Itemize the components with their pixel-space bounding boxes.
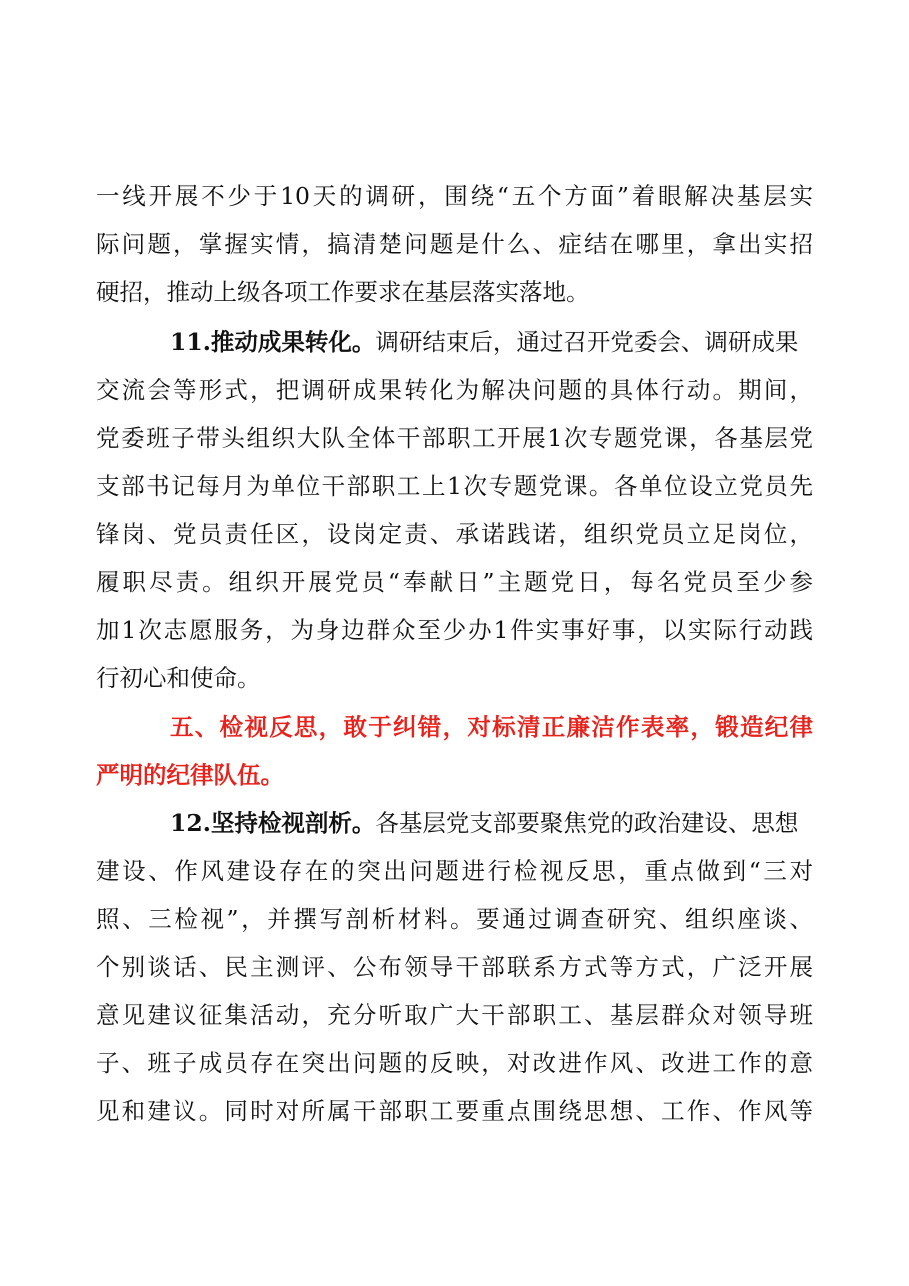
section-11-first-line: 11.推动成果转化。调研结束后，通过召开党委会、调研成果 xyxy=(0,322,909,362)
section-12-first-line: 12.坚持检视剖析。各基层党支部要聚焦党的政治建设、思想 xyxy=(0,803,909,843)
text-line: 一线开展不少于10天的调研，围绕“五个方面”着眼解决基层实 xyxy=(96,182,813,210)
text-line: 交流会等形式，把调研成果转化为解决问题的具体行动。期间， xyxy=(96,376,813,404)
heading-12: 12.坚持检视剖析。 xyxy=(170,809,376,837)
text-line: 加1次志愿服务，为身边群众至少办1件实事好事，以实际行动践 xyxy=(96,616,813,644)
text-line: 见和建议。同时对所属干部职工要重点围绕思想、工作、作风等 xyxy=(96,1097,813,1125)
text-line: 履职尽责。组织开展党员“奉献日”主题党日，每名党员至少参 xyxy=(96,568,813,596)
text-line: 照、三检视”，并撰写剖析材料。要通过调查研究、组织座谈、 xyxy=(96,905,813,933)
text-line: 建设、作风建设存在的突出问题进行检视反思，重点做到“三对 xyxy=(96,857,813,885)
text-line: 硬招，推动上级各项工作要求在基层落实落地。 xyxy=(96,278,590,306)
section-heading-5-cont: 严明的纪律队伍。 xyxy=(96,761,284,789)
text-line: 意见建议征集活动，充分听取广大干部职工、基层群众对领导班 xyxy=(96,1001,813,1029)
section-heading-5: 五、检视反思，敢于纠错，对标清正廉洁作表率，锻造纪律 xyxy=(170,713,813,741)
heading-11: 11.推动成果转化。 xyxy=(170,328,376,356)
text-line: 个别谈话、民主测评、公布领导干部联系方式等方式，广泛开展 xyxy=(96,953,813,981)
text-line: 党委班子带头组织大队全体干部职工开展1次专题党课，各基层党 xyxy=(96,424,813,452)
text-line: 行初心和使命。 xyxy=(96,664,261,692)
text-line: 支部书记每月为单位干部职工上1次专题党课。各单位设立党员先 xyxy=(96,472,813,500)
text-line: 锋岗、党员责任区，设岗定责、承诺践诺，组织党员立足岗位， xyxy=(96,520,813,548)
text-line: 子、班子成员存在突出问题的反映，对改进作风、改进工作的意 xyxy=(96,1049,813,1077)
text-line: 际问题，掌握实情，搞清楚问题是什么、症结在哪里，拿出实招 xyxy=(96,230,813,258)
